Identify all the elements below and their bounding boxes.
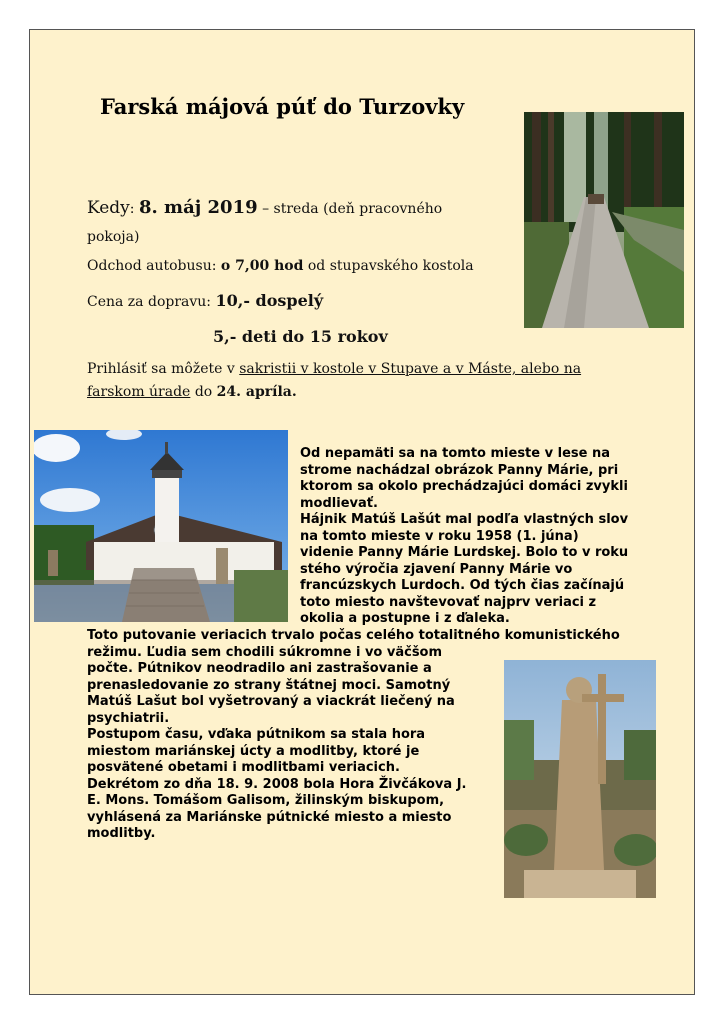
story-paragraph-1: Od nepamäti sa na tomto mieste v lese na strome nachádzal obrázok Panny Márie, pri ktorom sa okolo prechádzajúci domáci zvykli modlievať. bbox=[300, 446, 628, 511]
registration-text: Prihlásiť sa môžete v bbox=[87, 361, 235, 377]
departure-line bbox=[87, 258, 474, 274]
parish-office-link: farskom úrade bbox=[87, 384, 191, 400]
price-line bbox=[87, 291, 323, 310]
departure-time: o 7,00 hod bbox=[220, 258, 304, 274]
story-text-lower bbox=[87, 628, 647, 843]
story-paragraph-5: Dekrétom zo dňa 18. 9. 2008 bola Hora Živčákova J. E. Mons. Tomášom Galisom, žilinským biskupom, vyhlásená za Mariánske pútnické miesto a miesto modlitby. bbox=[87, 776, 467, 841]
registration-until: do bbox=[194, 384, 213, 400]
page-title: Farská májová púť do Turzovky bbox=[100, 94, 465, 119]
when-line-continued: pokoja) bbox=[87, 229, 140, 245]
registration-line bbox=[87, 361, 581, 377]
trip-date: 8. máj 2019 bbox=[138, 197, 258, 218]
registration-place-link: sakristii v kostole v Stupave a v Máste, alebo na bbox=[239, 361, 582, 377]
price-child: 5,- deti do 15 rokov bbox=[213, 327, 388, 346]
story-paragraph-4: Postupom času, vďaka pútnikom sa stala hora miestom mariánskej úcty a modlitby, ktoré je posvätené obetami i modlitbami veriacich. bbox=[87, 727, 426, 775]
weekday-note: streda (deň pracovného bbox=[273, 201, 443, 217]
when-label: Kedy bbox=[87, 198, 130, 218]
story-paragraph-3: Toto putovanie veriacich trvalo počas celého totalitného komunistického režimu. Ľudia sem chodili súkromne i vo väčšom počte. Pútnikov neodradilo ani zastrašovanie a prenasledovanie zo strany štátnej moci. Samotný Matúš Lašut bol vyšetrovaný a viackrát liečený na psychiatrii. bbox=[87, 628, 620, 726]
dash: – bbox=[262, 201, 270, 217]
registration-line-2 bbox=[87, 384, 297, 400]
price-adult: 10,- dospelý bbox=[215, 291, 324, 310]
church-photo bbox=[34, 430, 288, 622]
registration-deadline: 24. apríla. bbox=[216, 384, 297, 400]
document-page bbox=[29, 29, 695, 995]
story-text-upper bbox=[300, 446, 660, 628]
departure-label: Odchod autobusu: bbox=[87, 258, 217, 274]
forest-path-photo bbox=[524, 112, 684, 328]
departure-place: od stupavského kostola bbox=[307, 258, 474, 274]
price-label: Cena za dopravu: bbox=[87, 294, 212, 310]
story-paragraph-2: Hájnik Matúš Lašút mal podľa vlastných slov na tomto mieste v roku 1958 (1. júna) videnie Panny Márie Lurdskej. Bolo to v roku stého výročia zjavení Panny Márie vo francúzskych Lurdoch. Od tých čias začínajú toto miesto navštevovať najprv veriaci z okolia a postupne i z ďaleka. bbox=[300, 512, 629, 626]
when-line: Kedy: 8. máj 2019 – streda (deň pracovného bbox=[87, 197, 443, 218]
